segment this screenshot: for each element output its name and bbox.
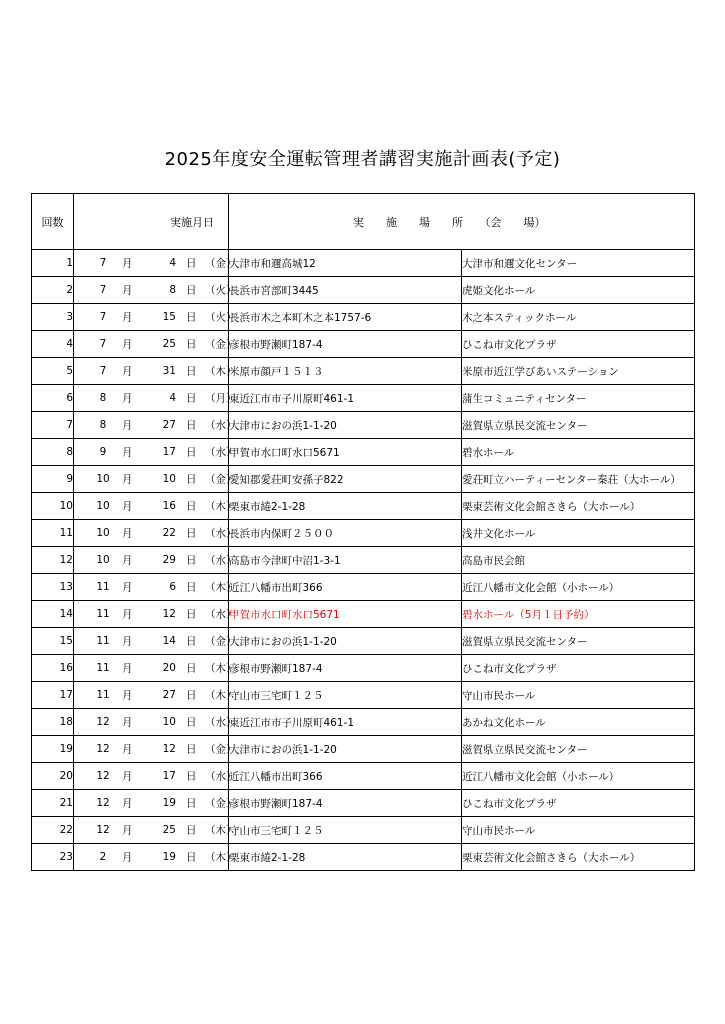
table-row — [32, 763, 695, 790]
row-day: 27 — [162, 689, 176, 701]
row-venue: 守山市民ホール — [462, 682, 695, 709]
month-label: 月 — [122, 635, 133, 648]
row-date — [74, 493, 237, 520]
day-label: 日 — [186, 743, 197, 756]
row-address: 長浜市木之本町木之本1757-6 — [229, 304, 462, 331]
month-label: 月 — [122, 500, 133, 513]
row-day: 17 — [162, 770, 176, 782]
header-venue: 実 施 場 所 （会 場） — [229, 194, 695, 250]
schedule-table — [31, 193, 695, 871]
row-weekday: （水） — [205, 527, 237, 540]
row-number: 19 — [32, 736, 74, 763]
day-label: 日 — [186, 716, 197, 729]
row-day: 12 — [162, 743, 176, 755]
table-row — [32, 277, 695, 304]
row-address: 大津市和邇高城12 — [229, 250, 462, 277]
day-label: 日 — [186, 446, 197, 459]
row-month: 12 — [96, 770, 110, 782]
row-weekday: （金） — [205, 743, 237, 756]
row-date — [74, 277, 237, 304]
row-address: 近江八幡市出町366 — [229, 763, 462, 790]
row-month: 8 — [99, 392, 107, 404]
month-label: 月 — [122, 311, 133, 324]
row-venue: あかね文化ホール — [462, 709, 695, 736]
row-number: 4 — [32, 331, 74, 358]
month-label: 月 — [122, 689, 133, 702]
row-number: 1 — [32, 250, 74, 277]
row-date — [74, 250, 237, 277]
table-row — [32, 682, 695, 709]
row-day: 29 — [162, 554, 176, 566]
row-venue: 大津市和邇文化センター — [462, 250, 695, 277]
table-row — [32, 250, 695, 277]
row-venue: 米原市近江学びあいステーション — [462, 358, 695, 385]
row-number: 15 — [32, 628, 74, 655]
row-weekday: （水） — [205, 770, 237, 783]
row-address: 栗東市綣2-1-28 — [229, 493, 462, 520]
page-title: 2025年度安全運転管理者講習実施計画表(予定) — [164, 149, 561, 170]
month-label: 月 — [122, 527, 133, 540]
row-date — [74, 385, 237, 412]
day-label: 日 — [186, 473, 197, 486]
row-address: 彦根市野瀬町187-4 — [229, 655, 462, 682]
row-date — [74, 709, 237, 736]
row-month: 11 — [96, 581, 110, 593]
row-venue: 愛荘町立ハーティーセンター秦荘（大ホール） — [462, 466, 695, 493]
row-number: 5 — [32, 358, 74, 385]
day-label: 日 — [186, 581, 197, 594]
row-venue: 滋賀県立県民交流センター — [462, 412, 695, 439]
row-weekday: （金） — [205, 797, 237, 810]
row-number: 3 — [32, 304, 74, 331]
row-address: 大津市におの浜1-1-20 — [229, 736, 462, 763]
row-address: 長浜市内保町２５００ — [229, 520, 462, 547]
table-row — [32, 439, 695, 466]
day-label: 日 — [186, 311, 197, 324]
table-row — [32, 412, 695, 439]
row-month: 9 — [99, 446, 107, 458]
month-label: 月 — [122, 419, 133, 432]
row-weekday: （火） — [205, 311, 237, 324]
row-venue: 近江八幡市文化会館（小ホール） — [462, 763, 695, 790]
row-address: 大津市におの浜1-1-20 — [229, 628, 462, 655]
day-label: 日 — [186, 338, 197, 351]
row-weekday: （月） — [205, 392, 237, 405]
row-date — [74, 817, 237, 844]
row-month: 10 — [96, 554, 110, 566]
month-label: 月 — [122, 446, 133, 459]
row-day: 10 — [162, 473, 176, 485]
row-weekday: （木） — [205, 500, 237, 513]
row-weekday: （金） — [205, 473, 237, 486]
row-venue: 碧水ホール — [462, 439, 695, 466]
row-address: 甲賀市水口町水口5671 — [229, 439, 462, 466]
row-weekday: （火） — [205, 284, 237, 297]
row-address: 守山市三宅町１２５ — [229, 682, 462, 709]
row-day: 14 — [162, 635, 176, 647]
row-weekday: （水） — [205, 608, 237, 621]
row-weekday: （水） — [205, 716, 237, 729]
day-label: 日 — [186, 770, 197, 783]
row-month: 10 — [96, 527, 110, 539]
day-label: 日 — [186, 365, 197, 378]
row-number: 2 — [32, 277, 74, 304]
row-weekday: （金） — [205, 635, 237, 648]
row-venue: 木之本スティックホール — [462, 304, 695, 331]
month-label: 月 — [122, 797, 133, 810]
row-address: 甲賀市水口町水口5671 — [229, 601, 462, 628]
row-address: 米原市顔戸１５１３ — [229, 358, 462, 385]
row-address: 彦根市野瀬町187-4 — [229, 331, 462, 358]
table-row — [32, 304, 695, 331]
row-month: 12 — [96, 824, 110, 836]
day-label: 日 — [186, 392, 197, 405]
row-number: 13 — [32, 574, 74, 601]
row-weekday: （木） — [205, 662, 237, 675]
table-row — [32, 466, 695, 493]
row-address: 守山市三宅町１２５ — [229, 817, 462, 844]
row-month: 7 — [99, 257, 107, 269]
row-address: 東近江市市子川原町461-1 — [229, 709, 462, 736]
month-label: 月 — [122, 392, 133, 405]
row-month: 7 — [99, 365, 107, 377]
row-number: 8 — [32, 439, 74, 466]
month-label: 月 — [122, 554, 133, 567]
row-day: 31 — [162, 365, 176, 377]
row-venue: 浅井文化ホール — [462, 520, 695, 547]
month-label: 月 — [122, 257, 133, 270]
row-day: 10 — [162, 716, 176, 728]
table-row — [32, 574, 695, 601]
row-weekday: （木） — [205, 365, 237, 378]
row-number: 11 — [32, 520, 74, 547]
table-row — [32, 520, 695, 547]
header-date: 実施月日 — [74, 194, 229, 250]
row-month: 11 — [96, 608, 110, 620]
day-label: 日 — [186, 662, 197, 675]
row-weekday: （木） — [205, 689, 237, 702]
row-day: 4 — [169, 257, 176, 269]
row-day: 25 — [162, 338, 176, 350]
row-venue: 蒲生コミュニティセンター — [462, 385, 695, 412]
table-row — [32, 655, 695, 682]
row-venue: 虎姫文化ホール — [462, 277, 695, 304]
table-row — [32, 817, 695, 844]
month-label: 月 — [122, 662, 133, 675]
month-label: 月 — [122, 824, 133, 837]
month-label: 月 — [122, 851, 133, 864]
row-weekday: （金） — [205, 338, 237, 351]
day-label: 日 — [186, 554, 197, 567]
table-row — [32, 385, 695, 412]
row-number: 14 — [32, 601, 74, 628]
row-date — [74, 331, 237, 358]
row-address: 近江八幡市出町366 — [229, 574, 462, 601]
row-date — [74, 439, 237, 466]
row-month: 7 — [99, 338, 107, 350]
row-day: 25 — [162, 824, 176, 836]
row-venue: 守山市民ホール — [462, 817, 695, 844]
row-month: 2 — [99, 851, 107, 863]
row-venue: 高島市民会館 — [462, 547, 695, 574]
row-number: 18 — [32, 709, 74, 736]
row-venue: 近江八幡市文化会館（小ホール） — [462, 574, 695, 601]
day-label: 日 — [186, 797, 197, 810]
row-month: 10 — [96, 473, 110, 485]
row-date — [74, 844, 237, 871]
row-date — [74, 547, 237, 574]
table-body — [32, 250, 695, 871]
row-month: 8 — [99, 419, 107, 431]
row-address: 東近江市市子川原町461-1 — [229, 385, 462, 412]
month-label: 月 — [122, 743, 133, 756]
row-date — [74, 736, 237, 763]
row-month: 7 — [99, 311, 107, 323]
row-day: 4 — [169, 392, 176, 404]
row-month: 10 — [96, 500, 110, 512]
table-row — [32, 601, 695, 628]
row-weekday: （水） — [205, 446, 237, 459]
row-address: 愛知郡愛荘町安孫子822 — [229, 466, 462, 493]
row-month: 11 — [96, 635, 110, 647]
row-day: 12 — [162, 608, 176, 620]
month-label: 月 — [122, 608, 133, 621]
day-label: 日 — [186, 284, 197, 297]
row-month: 12 — [96, 716, 110, 728]
row-number: 12 — [32, 547, 74, 574]
row-venue: ひこね市文化プラザ — [462, 655, 695, 682]
day-label: 日 — [186, 608, 197, 621]
day-label: 日 — [186, 257, 197, 270]
row-number: 9 — [32, 466, 74, 493]
table-row — [32, 493, 695, 520]
day-label: 日 — [186, 419, 197, 432]
row-weekday: （金） — [205, 257, 237, 270]
month-label: 月 — [122, 770, 133, 783]
row-date — [74, 574, 237, 601]
day-label: 日 — [186, 635, 197, 648]
row-date — [74, 304, 237, 331]
row-address: 彦根市野瀬町187-4 — [229, 790, 462, 817]
row-weekday: （木） — [205, 851, 237, 864]
row-number: 16 — [32, 655, 74, 682]
row-number: 17 — [32, 682, 74, 709]
row-date — [74, 655, 237, 682]
month-label: 月 — [122, 338, 133, 351]
row-date — [74, 412, 237, 439]
row-venue: 碧水ホール（5月１日予約） — [462, 601, 695, 628]
day-label: 日 — [186, 500, 197, 513]
row-venue: 滋賀県立県民交流センター — [462, 736, 695, 763]
row-month: 7 — [99, 284, 107, 296]
row-day: 16 — [162, 500, 176, 512]
row-venue: 栗東芸術文化会館さきら（大ホール） — [462, 493, 695, 520]
row-date — [74, 790, 237, 817]
day-label: 日 — [186, 527, 197, 540]
row-date — [74, 520, 237, 547]
row-date — [74, 601, 237, 628]
row-venue: ひこね市文化プラザ — [462, 331, 695, 358]
table-header-row — [32, 194, 695, 250]
row-month: 11 — [96, 689, 110, 701]
month-label: 月 — [122, 473, 133, 486]
row-date — [74, 763, 237, 790]
row-number: 6 — [32, 385, 74, 412]
row-number: 21 — [32, 790, 74, 817]
table-row — [32, 358, 695, 385]
month-label: 月 — [122, 365, 133, 378]
row-date — [74, 358, 237, 385]
day-label: 日 — [186, 851, 197, 864]
row-venue: 栗東芸術文化会館さきら（大ホール） — [462, 844, 695, 871]
row-date — [74, 466, 237, 493]
row-venue: 滋賀県立県民交流センター — [462, 628, 695, 655]
month-label: 月 — [122, 284, 133, 297]
row-month: 11 — [96, 662, 110, 674]
month-label: 月 — [122, 581, 133, 594]
month-label: 月 — [122, 716, 133, 729]
row-date — [74, 682, 237, 709]
row-day: 19 — [162, 851, 176, 863]
row-day: 27 — [162, 419, 176, 431]
row-weekday: （木） — [205, 581, 237, 594]
row-month: 12 — [96, 743, 110, 755]
row-address: 高島市今津町中沼1-3-1 — [229, 547, 462, 574]
table-row — [32, 331, 695, 358]
row-number: 23 — [32, 844, 74, 871]
header-no: 回数 — [32, 194, 74, 250]
row-weekday: （水） — [205, 554, 237, 567]
row-number: 20 — [32, 763, 74, 790]
row-weekday: （水） — [205, 419, 237, 432]
table-row — [32, 628, 695, 655]
day-label: 日 — [186, 689, 197, 702]
table-row — [32, 709, 695, 736]
row-venue: ひこね市文化プラザ — [462, 790, 695, 817]
row-day: 17 — [162, 446, 176, 458]
row-address: 長浜市宮部町3445 — [229, 277, 462, 304]
row-date — [74, 628, 237, 655]
row-day: 22 — [162, 527, 176, 539]
table-row — [32, 844, 695, 871]
row-weekday: （木） — [205, 824, 237, 837]
row-day: 20 — [162, 662, 176, 674]
row-day: 15 — [162, 311, 176, 323]
row-number: 7 — [32, 412, 74, 439]
table-row — [32, 790, 695, 817]
table-row — [32, 547, 695, 574]
row-day: 19 — [162, 797, 176, 809]
row-month: 12 — [96, 797, 110, 809]
row-day: 8 — [169, 284, 176, 296]
row-address: 栗東市綣2-1-28 — [229, 844, 462, 871]
table-row — [32, 736, 695, 763]
row-address: 大津市におの浜1-1-20 — [229, 412, 462, 439]
row-number: 22 — [32, 817, 74, 844]
row-number: 10 — [32, 493, 74, 520]
day-label: 日 — [186, 824, 197, 837]
row-day: 6 — [169, 581, 176, 593]
